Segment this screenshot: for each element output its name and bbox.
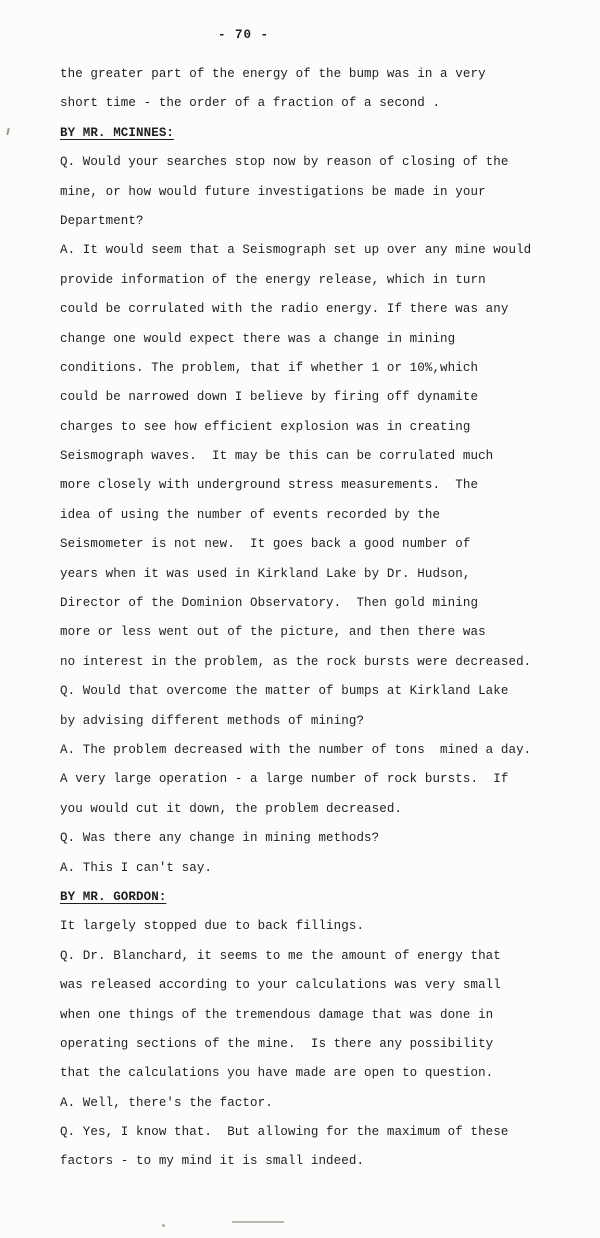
page-number: - 70 -: [218, 28, 270, 42]
transcript-line: factors - to my mind it is small indeed.: [60, 1154, 365, 1169]
transcript-body: [60, 60, 540, 1177]
transcript-line: mine, or how would future investigations be made in your: [60, 184, 486, 199]
transcript-line: when one things of the tremendous damage that was done in: [60, 1007, 494, 1022]
transcript-line: A. It would seem that a Seismograph set up over any mine would: [60, 243, 532, 258]
transcript-line: conditions. The problem, that if whether 1 or 10%,which: [60, 360, 479, 375]
transcript-line: Seismometer is not new. It goes back a good number of: [60, 537, 471, 552]
transcript-line: more or less went out of the picture, and then there was: [60, 625, 486, 640]
section-heading: BY MR. MCINNES:: [60, 125, 175, 140]
transcript-line: Q. Would your searches stop now by reason of closing of the: [60, 155, 509, 170]
transcript-line: Q. Was there any change in mining methods?: [60, 831, 380, 846]
transcript-line: by advising different methods of mining?: [60, 713, 365, 728]
transcript-line: charges to see how efficient explosion was in creating: [60, 419, 471, 434]
transcript-line: operating sections of the mine. Is there any possibility: [60, 1036, 494, 1051]
transcript-line: no interest in the problem, as the rock bursts were decreased.: [60, 654, 532, 669]
transcript-line: years when it was used in Kirkland Lake by Dr. Hudson,: [60, 566, 471, 581]
transcript-line: change one would expect there was a change in mining: [60, 331, 456, 346]
transcript-line: that the calculations you have made are open to question.: [60, 1066, 494, 1081]
transcript-line: Q. Yes, I know that. But allowing for the maximum of these: [60, 1125, 509, 1140]
transcript-line: the greater part of the energy of the bump was in a very: [60, 67, 486, 81]
transcript-line: Director of the Dominion Observatory. Then gold mining: [60, 596, 479, 611]
transcript-line: A. The problem decreased with the number of tons mined a day.: [60, 742, 532, 757]
transcript-line: Department?: [60, 213, 144, 228]
scan-artifact-bottom-dot: [162, 1224, 165, 1227]
transcript-line: was released according to your calculations was very small: [60, 978, 501, 993]
transcript-line: A very large operation - a large number of rock bursts. If: [60, 772, 509, 787]
scan-artifact-bottom-line: [232, 1221, 284, 1223]
scan-artifact-margin-mark: [6, 128, 9, 135]
transcript-line: Q. Dr. Blanchard, it seems to me the amount of energy that: [60, 948, 501, 963]
transcript-line: provide information of the energy release, which in turn: [60, 272, 486, 287]
transcript-line: you would cut it down, the problem decreased.: [60, 801, 403, 816]
transcript-line: idea of using the number of events recorded by the: [60, 507, 441, 522]
transcript-line: A. This I can't say.: [60, 860, 213, 875]
transcript-line: could be narrowed down I believe by firing off dynamite: [60, 390, 479, 405]
transcript-line: short time - the order of a fraction of a second .: [60, 96, 441, 111]
transcript-line: It largely stopped due to back fillings.: [60, 919, 365, 934]
transcript-line: could be corrulated with the radio energy. If there was any: [60, 302, 509, 317]
transcript-line: Seismograph waves. It may be this can be corrulated much: [60, 449, 494, 464]
transcript-line: Q. Would that overcome the matter of bumps at Kirkland Lake: [60, 684, 509, 699]
section-heading: BY MR. GORDON:: [60, 889, 167, 904]
transcript-line: A. Well, there's the factor.: [60, 1095, 273, 1110]
transcript-line: more closely with underground stress measurements. The: [60, 478, 479, 493]
